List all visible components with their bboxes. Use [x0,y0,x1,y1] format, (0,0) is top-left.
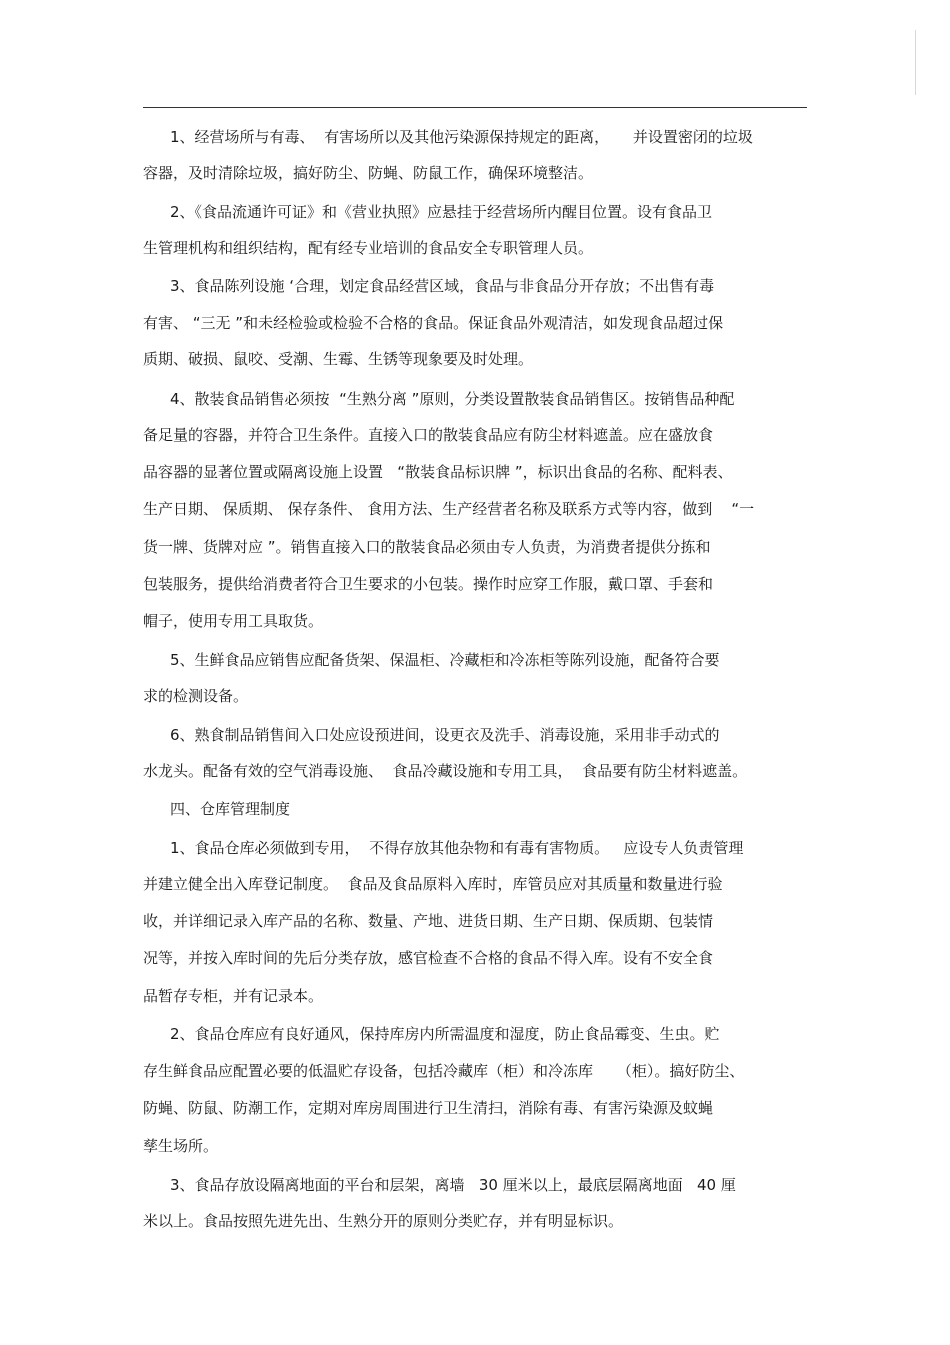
text-line: 帽子，使用专用工具取货。 [143,612,324,630]
text-line: 有害、 “三无 ”和未经检验或检验不合格的食品。保证食品外观清洁，如发现食品超过保 [143,314,724,332]
text-line: 收，并详细记录入库产品的名称、数量、产地、进货日期、生产日期、保质期、包装情 [143,912,714,930]
text-line: 水龙头。配备有效的空气消毒设施、 食品冷藏设施和专用工具， 食品要有防尘材料遮盖。 [143,762,748,780]
text-line: 1、经营场所与有毒、 有害场所以及其他污染源保持规定的距离， 并设置密闭的垃圾 [170,128,753,146]
text-line: 品容器的显著位置或隔离设施上设置 “散装食品标识牌 ”，标识出食品的名称、配料表、 [143,463,733,481]
text-line: 求的检测设备。 [143,687,249,705]
text-line: 质期、破损、鼠咬、受潮、生霉、生锈等现象要及时处理。 [143,350,534,368]
text-line: 3、食品存放设隔离地面的平台和层架，离墙 30 厘米以上，最底层隔离地面 40 厘 [170,1176,736,1194]
text-line: 3、食品陈列设施 ‘合理，划定食品经营区域，食品与非食品分开存放；不出售有毒 [170,277,715,295]
page-edge-mark [915,30,916,95]
text-line: 1、食品仓库必须做到专用， 不得存放其他杂物和有毒有害物质。 应设专人负责管理 [170,839,744,857]
text-line: 况等，并按入库时间的先后分类存放，感官检查不合格的食品不得入库。设有不安全食 [143,949,714,967]
text-line: 并建立健全出入库登记制度。 食品及食品原料入库时，库管员应对其质量和数量进行验 [143,875,723,893]
text-line: 孳生场所。 [143,1137,219,1155]
text-line: 4、散装食品销售必须按 “生熟分离 ”原则，分类设置散装食品销售区。按销售品种配 [170,390,735,408]
header-rule [143,107,807,108]
text-line: 2、食品仓库应有良好通风，保持库房内所需温度和湿度，防止食品霉变、生虫。贮 [170,1025,720,1043]
text-line: 备足量的容器，并符合卫生条件。直接入口的散装食品应有防尘材料遮盖。应在盛放食 [143,426,714,444]
section-heading: 四、仓库管理制度 [170,800,291,818]
text-line: 生产日期、 保质期、 保存条件、 食用方法、生产经营者名称及联系方式等内容，做到 “一 [143,500,755,518]
text-line: 品暂存专柜，并有记录本。 [143,987,324,1005]
text-line: 包装服务，提供给消费者符合卫生要求的小包装。操作时应穿工作服，戴口罩、手套和 [143,575,714,593]
text-line: 容器，及时清除垃圾，搞好防尘、防蝇、防鼠工作，确保环境整洁。 [143,164,594,182]
text-line: 5、生鲜食品应销售应配备货架、保温柜、冷藏柜和冷冻柜等陈列设施，配备符合要 [170,651,720,669]
text-line: 米以上。食品按照先进先出、生熟分开的原则分类贮存，并有明显标识。 [143,1212,624,1230]
text-line: 6、熟食制品销售间入口处应设预进间，设更衣及洗手、消毒设施，采用非手动式的 [170,726,720,744]
text-line: 防蝇、防鼠、防潮工作，定期对库房周围进行卫生清扫，消除有毒、有害污染源及蚊蝇 [143,1099,714,1117]
text-line: 存生鲜食品应配置必要的低温贮存设备，包括冷藏库（柜）和冷冻库 （柜）。搞好防尘、 [143,1062,745,1080]
text-line: 货一牌、货牌对应 ”。销售直接入口的散装食品必须由专人负责，为消费者提供分拣和 [143,538,711,556]
text-line: 2、《食品流通许可证》和《营业执照》应悬挂于经营场所内醒目位置。设有食品卫 [170,203,713,221]
text-line: 生管理机构和组织结构，配有经专业培训的食品安全专职管理人员。 [143,239,594,257]
